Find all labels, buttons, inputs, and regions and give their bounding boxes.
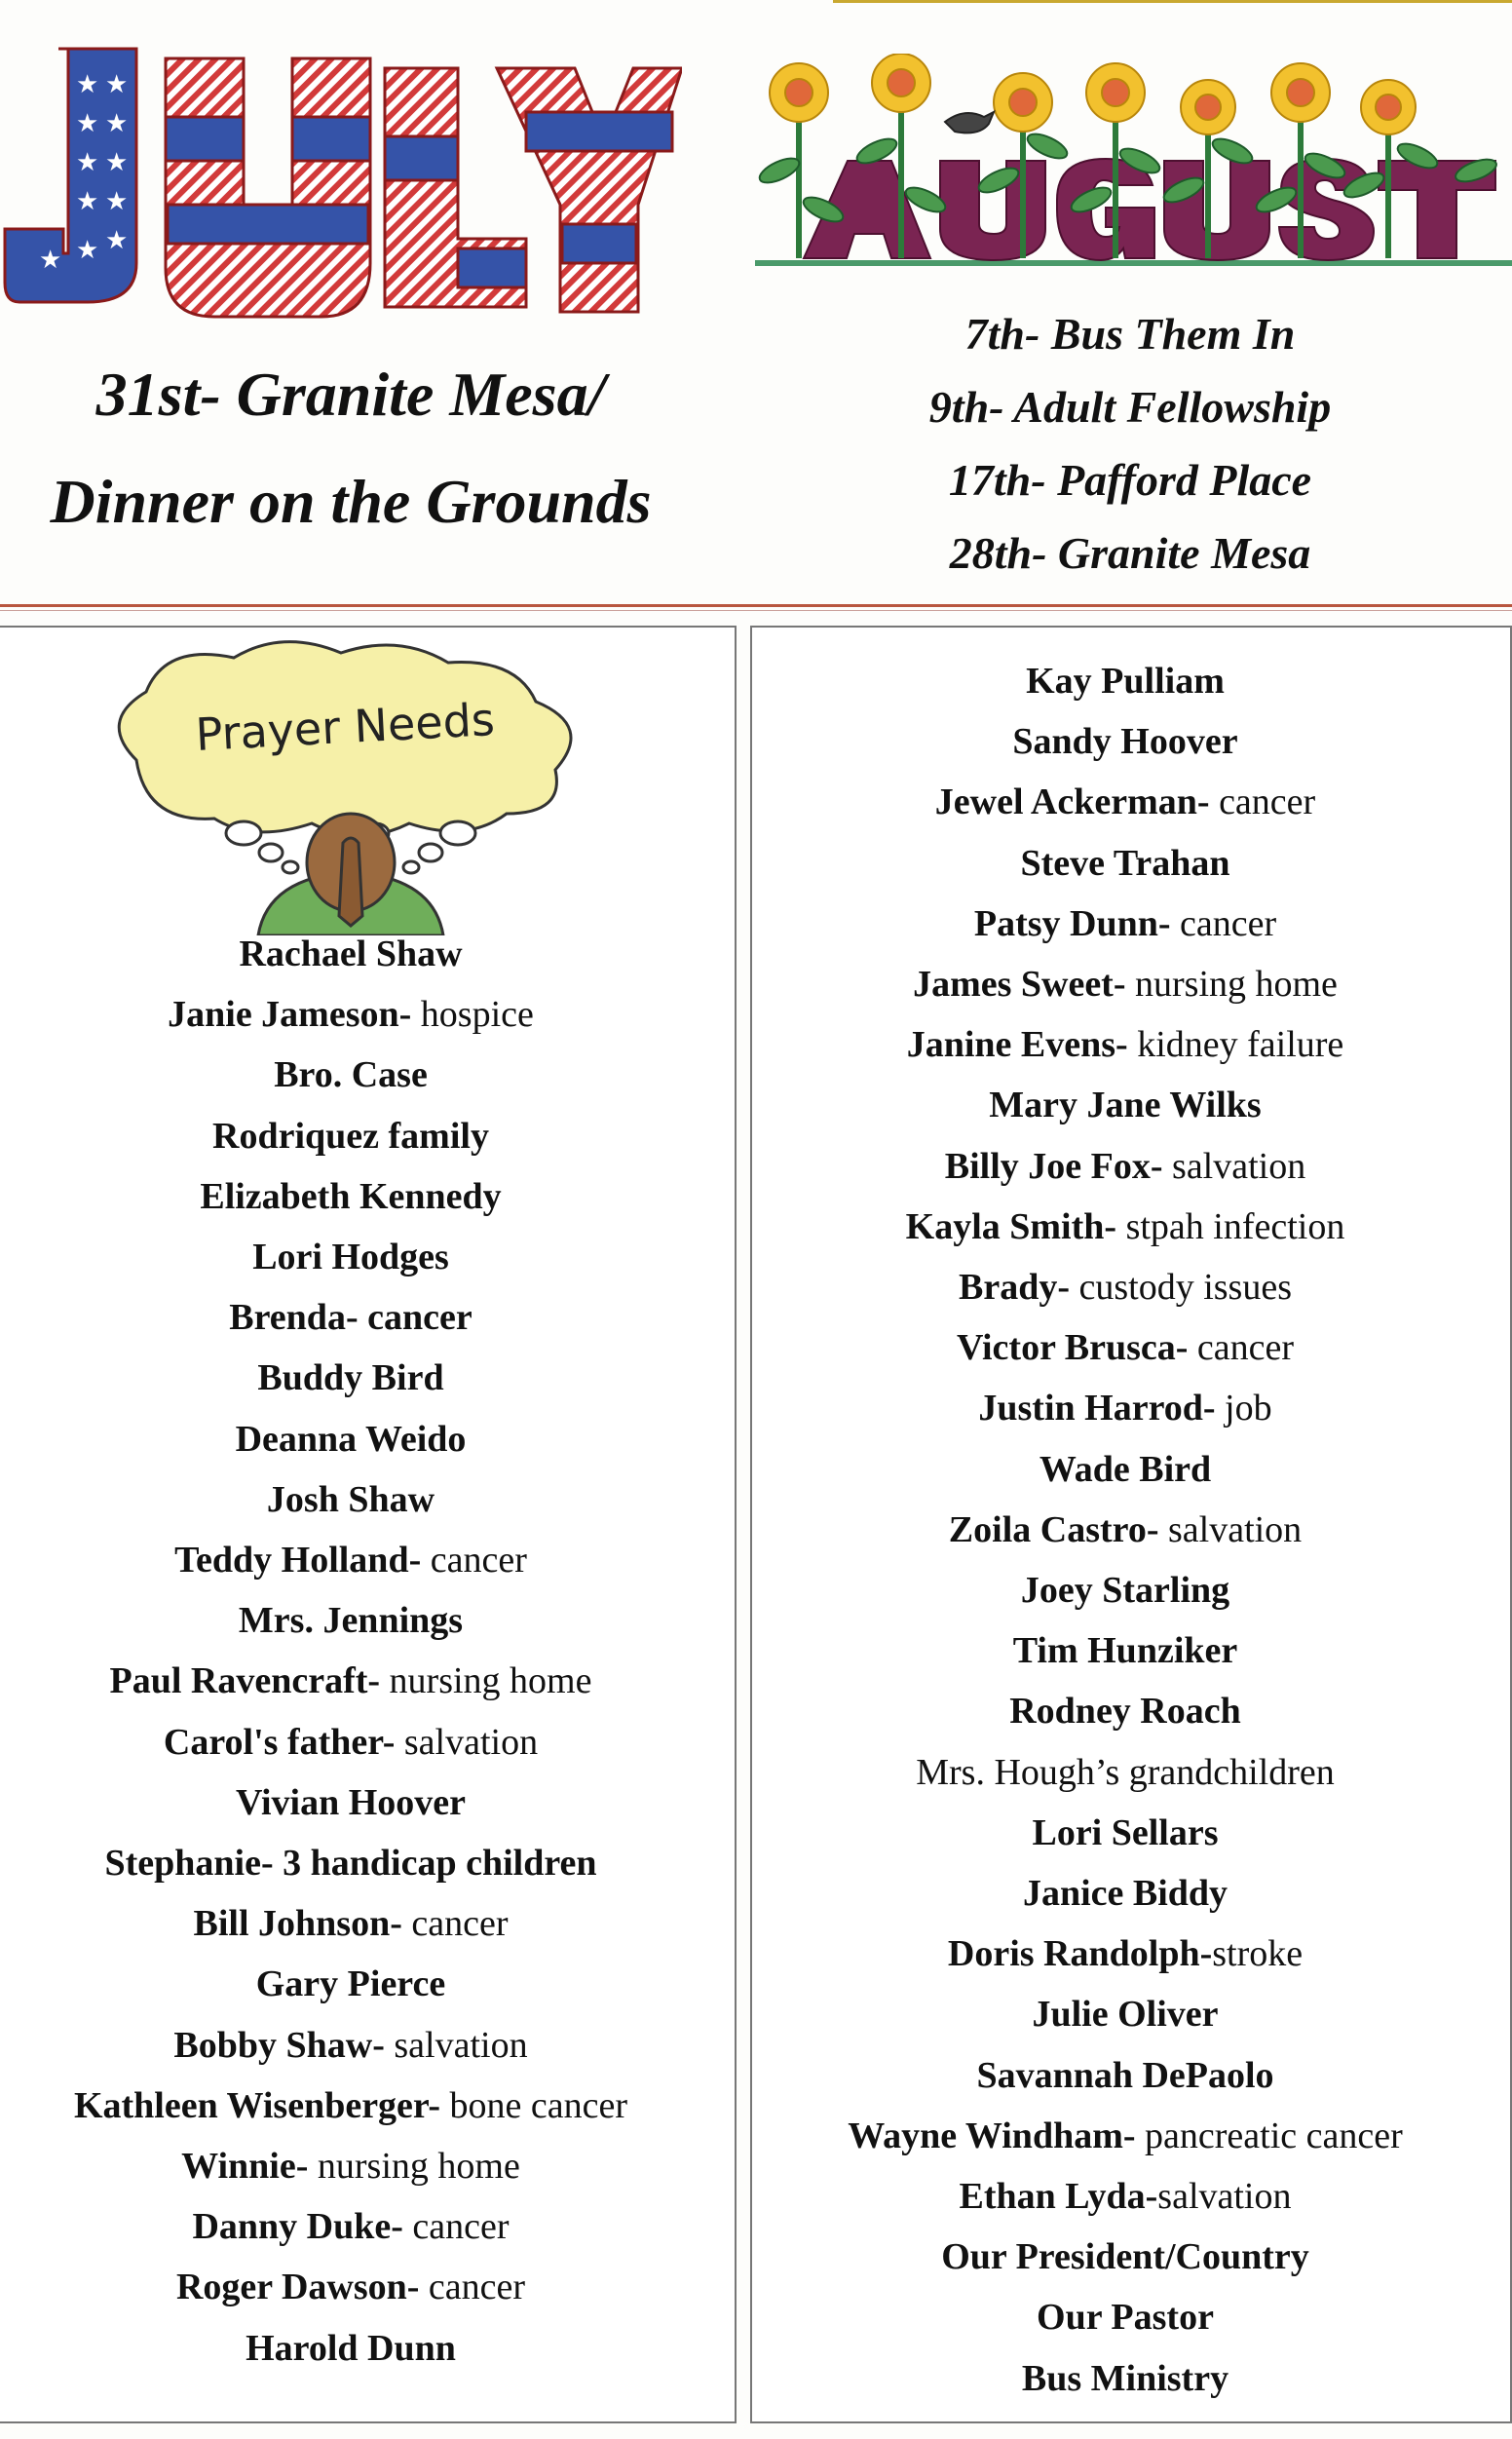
prayer-item-detail: salvation <box>1158 1508 1303 1550</box>
prayer-item-name: James Sweet- <box>913 964 1126 1006</box>
prayer-item <box>765 894 1486 954</box>
prayer-item <box>765 1803 1486 1863</box>
prayer-item-name: Jewel Ackerman- <box>934 781 1210 823</box>
prayer-item-name: Zoila Castro- <box>948 1508 1159 1550</box>
prayer-item-name: Rachael Shaw <box>239 934 463 974</box>
prayer-item <box>0 2015 701 2076</box>
prayer-item-name: Ethan Lyda- <box>959 2176 1158 2218</box>
prayer-item-name: Joey Starling <box>1020 1570 1230 1612</box>
prayer-item <box>765 1620 1486 1681</box>
prayer-item <box>765 1439 1486 1500</box>
prayer-item-name: Bus Ministry <box>1021 2357 1229 2399</box>
prayer-item-detail: salvation <box>395 1721 539 1763</box>
section-divider-thin <box>0 610 1512 611</box>
prayer-item <box>765 954 1486 1014</box>
july-event: Dinner on the Grounds <box>50 467 652 536</box>
prayer-item <box>0 2318 701 2379</box>
prayer-item <box>765 651 1486 711</box>
prayer-list-left <box>0 924 701 2379</box>
august-event: 7th- Bus Them In <box>964 309 1296 359</box>
prayer-item <box>0 2196 701 2257</box>
prayer-needs-title: Prayer Needs <box>194 693 496 762</box>
prayer-item-detail: custody issues <box>1070 1267 1292 1309</box>
prayer-item-name: Mary Jane Wilks <box>989 1085 1262 1126</box>
prayer-item <box>765 1197 1486 1257</box>
prayer-item <box>765 2045 1486 2106</box>
july-heading-art <box>0 39 682 331</box>
august-event: 17th- Pafford Place <box>948 455 1312 505</box>
top-border-line <box>833 0 1512 3</box>
prayer-item-name: Julie Oliver <box>1032 1994 1219 2036</box>
august-event: 9th- Adult Fellowship <box>928 382 1332 432</box>
prayer-item-detail: cancer <box>421 1540 527 1582</box>
prayer-item-name: Our Pastor <box>1037 2297 1214 2339</box>
svg-text:★: ★ <box>76 148 99 177</box>
prayer-item <box>765 1014 1486 1075</box>
prayer-item-name: Rodney Roach <box>1009 1691 1241 1733</box>
prayer-item <box>0 1348 701 1408</box>
prayer-item-detail: cancer <box>1209 781 1316 823</box>
prayer-item <box>765 1681 1486 1741</box>
prayer-item-name: Janice Biddy <box>1022 1873 1228 1915</box>
prayer-item-name: Lori Sellars <box>1032 1811 1219 1853</box>
prayer-needs-illustration <box>97 633 604 935</box>
prayer-item-detail: kidney failure <box>1127 1024 1344 1066</box>
prayer-item-name: Gary Pierce <box>255 1963 446 2005</box>
prayer-item-detail: job <box>1215 1388 1272 1429</box>
prayer-item-detail: Mrs. Hough’s grandchildren <box>916 1751 1335 1793</box>
prayer-item-name: Savannah DePaolo <box>976 2054 1274 2096</box>
prayer-item <box>0 2076 701 2136</box>
prayer-item-name: Teddy Holland- <box>174 1540 422 1582</box>
prayer-item-name: Janine Evens- <box>906 1024 1128 1066</box>
prayer-item <box>0 1954 701 2014</box>
prayer-item <box>0 1227 701 1287</box>
prayer-item-name: Winnie- <box>181 2146 309 2188</box>
august-event: 28th- Granite Mesa <box>949 528 1311 578</box>
prayer-item-name: Wade Bird <box>1039 1448 1212 1490</box>
svg-text:★: ★ <box>76 70 99 99</box>
prayer-item <box>765 1317 1486 1378</box>
prayer-item <box>765 2166 1486 2227</box>
prayer-item <box>0 1833 701 1893</box>
prayer-item-name: Stephanie- 3 handicap children <box>104 1843 597 1885</box>
section-divider <box>0 604 1512 607</box>
prayer-item-name: Harold Dunn <box>246 2327 456 2369</box>
prayer-item-name: Elizabeth Kennedy <box>200 1175 502 1217</box>
prayer-item-name: Danny Duke- <box>192 2206 403 2248</box>
prayer-item-name: Doris Randolph- <box>947 1933 1213 1975</box>
prayer-item <box>0 2136 701 2196</box>
prayer-item <box>765 711 1486 772</box>
prayer-item-name: Steve Trahan <box>1020 842 1230 884</box>
prayer-item-name: Wayne Windham- <box>848 2115 1136 2156</box>
prayer-item-name: Paul Ravencraft- <box>109 1660 381 1702</box>
prayer-item-name: Our President/Country <box>941 2236 1309 2278</box>
august-events <box>833 297 1427 590</box>
prayer-item <box>0 1106 701 1166</box>
prayer-item-detail: nursing home <box>380 1660 592 1702</box>
prayer-item-name: Kathleen Wisenberger- <box>73 2084 441 2126</box>
prayer-item-detail: cancer <box>419 2267 526 2308</box>
prayer-item-name: Bro. Case <box>274 1054 428 1096</box>
prayer-item <box>0 1530 701 1590</box>
prayer-item-detail: cancer <box>1170 902 1277 944</box>
prayer-item <box>0 984 701 1045</box>
prayer-item-detail: cancer <box>1188 1327 1295 1369</box>
prayer-item <box>765 1257 1486 1317</box>
prayer-item-name: Buddy Bird <box>257 1357 444 1399</box>
prayer-item <box>0 1469 701 1530</box>
prayer-item <box>765 2106 1486 2166</box>
prayer-item-name: Patsy Dunn- <box>973 902 1171 944</box>
prayer-item <box>765 1984 1486 2044</box>
prayer-item <box>765 1924 1486 1984</box>
prayer-item <box>765 1136 1486 1197</box>
prayer-item <box>765 1378 1486 1438</box>
prayer-item-name: Brenda- cancer <box>229 1297 472 1339</box>
prayer-item <box>765 2348 1486 2409</box>
prayer-item-name: Justin Harrod- <box>978 1388 1216 1429</box>
prayer-list-right <box>765 651 1486 2409</box>
svg-text:★: ★ <box>105 70 129 99</box>
prayer-item <box>0 1287 701 1348</box>
prayer-item <box>765 2227 1486 2287</box>
prayer-item <box>0 924 701 984</box>
prayer-item-name: Janie Jameson- <box>168 994 412 1036</box>
svg-text:★: ★ <box>39 246 62 275</box>
prayer-item-name: Vivian Hoover <box>235 1781 467 1823</box>
svg-text:★: ★ <box>76 109 99 138</box>
prayer-item-detail: stroke <box>1212 1933 1304 1975</box>
svg-text:★: ★ <box>105 226 129 255</box>
prayer-item <box>0 1590 701 1651</box>
prayer-item-detail: pancreatic cancer <box>1135 2115 1403 2156</box>
prayer-item-name: Billy Joe Fox- <box>944 1145 1163 1187</box>
prayer-item-detail: nursing home <box>308 2146 520 2188</box>
prayer-item <box>765 1742 1486 1803</box>
prayer-item <box>765 1560 1486 1620</box>
prayer-item <box>0 1893 701 1954</box>
july-events <box>0 341 701 555</box>
prayer-item-name: Lori Hodges <box>252 1237 449 1278</box>
prayer-item-name: Roger Dawson- <box>175 2267 420 2308</box>
svg-text:★: ★ <box>105 109 129 138</box>
prayer-item-name: Mrs. Jennings <box>238 1600 464 1642</box>
prayer-item-detail: salvation <box>1157 2176 1292 2218</box>
prayer-item-detail: cancer <box>402 2206 510 2248</box>
prayer-item-name: Carol's father- <box>163 1721 396 1763</box>
svg-text:★: ★ <box>76 187 99 216</box>
prayer-item <box>0 1651 701 1711</box>
prayer-item-name: Kay Pulliam <box>1026 661 1225 702</box>
prayer-item-name: Rodriquez family <box>212 1115 489 1157</box>
prayer-item <box>0 1045 701 1105</box>
prayer-item-name: Josh Shaw <box>266 1478 435 1520</box>
prayer-item-detail: salvation <box>1162 1145 1306 1187</box>
prayer-item <box>0 1712 701 1772</box>
prayer-item <box>0 2257 701 2317</box>
svg-text:★: ★ <box>76 236 99 265</box>
prayer-item-detail: nursing home <box>1125 964 1338 1006</box>
svg-text:★: ★ <box>105 187 129 216</box>
prayer-item-name: Sandy Hoover <box>1012 721 1238 763</box>
prayer-item-name: Victor Brusca- <box>956 1327 1189 1369</box>
prayer-item <box>765 833 1486 894</box>
prayer-item-detail: stpah infection <box>1116 1205 1345 1247</box>
prayer-item-name: Brady- <box>959 1267 1070 1309</box>
svg-text:★: ★ <box>105 148 129 177</box>
prayer-item <box>765 1075 1486 1135</box>
prayer-item <box>765 1500 1486 1560</box>
prayer-item-detail: salvation <box>384 2024 528 2066</box>
prayer-item-detail: cancer <box>401 1903 509 1945</box>
prayer-item <box>0 1409 701 1469</box>
prayer-item-detail: bone cancer <box>440 2084 628 2126</box>
prayer-item <box>765 2287 1486 2347</box>
prayer-item <box>765 1863 1486 1924</box>
prayer-item-name: Kayla Smith- <box>905 1205 1117 1247</box>
prayer-item <box>0 1166 701 1227</box>
prayer-item-detail: hospice <box>411 994 534 1036</box>
prayer-item-name: Tim Hunziker <box>1012 1630 1238 1672</box>
prayer-item <box>765 772 1486 832</box>
prayer-item-name: Bobby Shaw- <box>173 2024 385 2066</box>
july-event: 31st- Granite Mesa/ <box>95 360 606 429</box>
prayer-item-name: Deanna Weido <box>235 1418 467 1460</box>
august-heading-art <box>755 54 1512 278</box>
prayer-item-name: Bill Johnson- <box>193 1903 402 1945</box>
prayer-item <box>0 1772 701 1833</box>
